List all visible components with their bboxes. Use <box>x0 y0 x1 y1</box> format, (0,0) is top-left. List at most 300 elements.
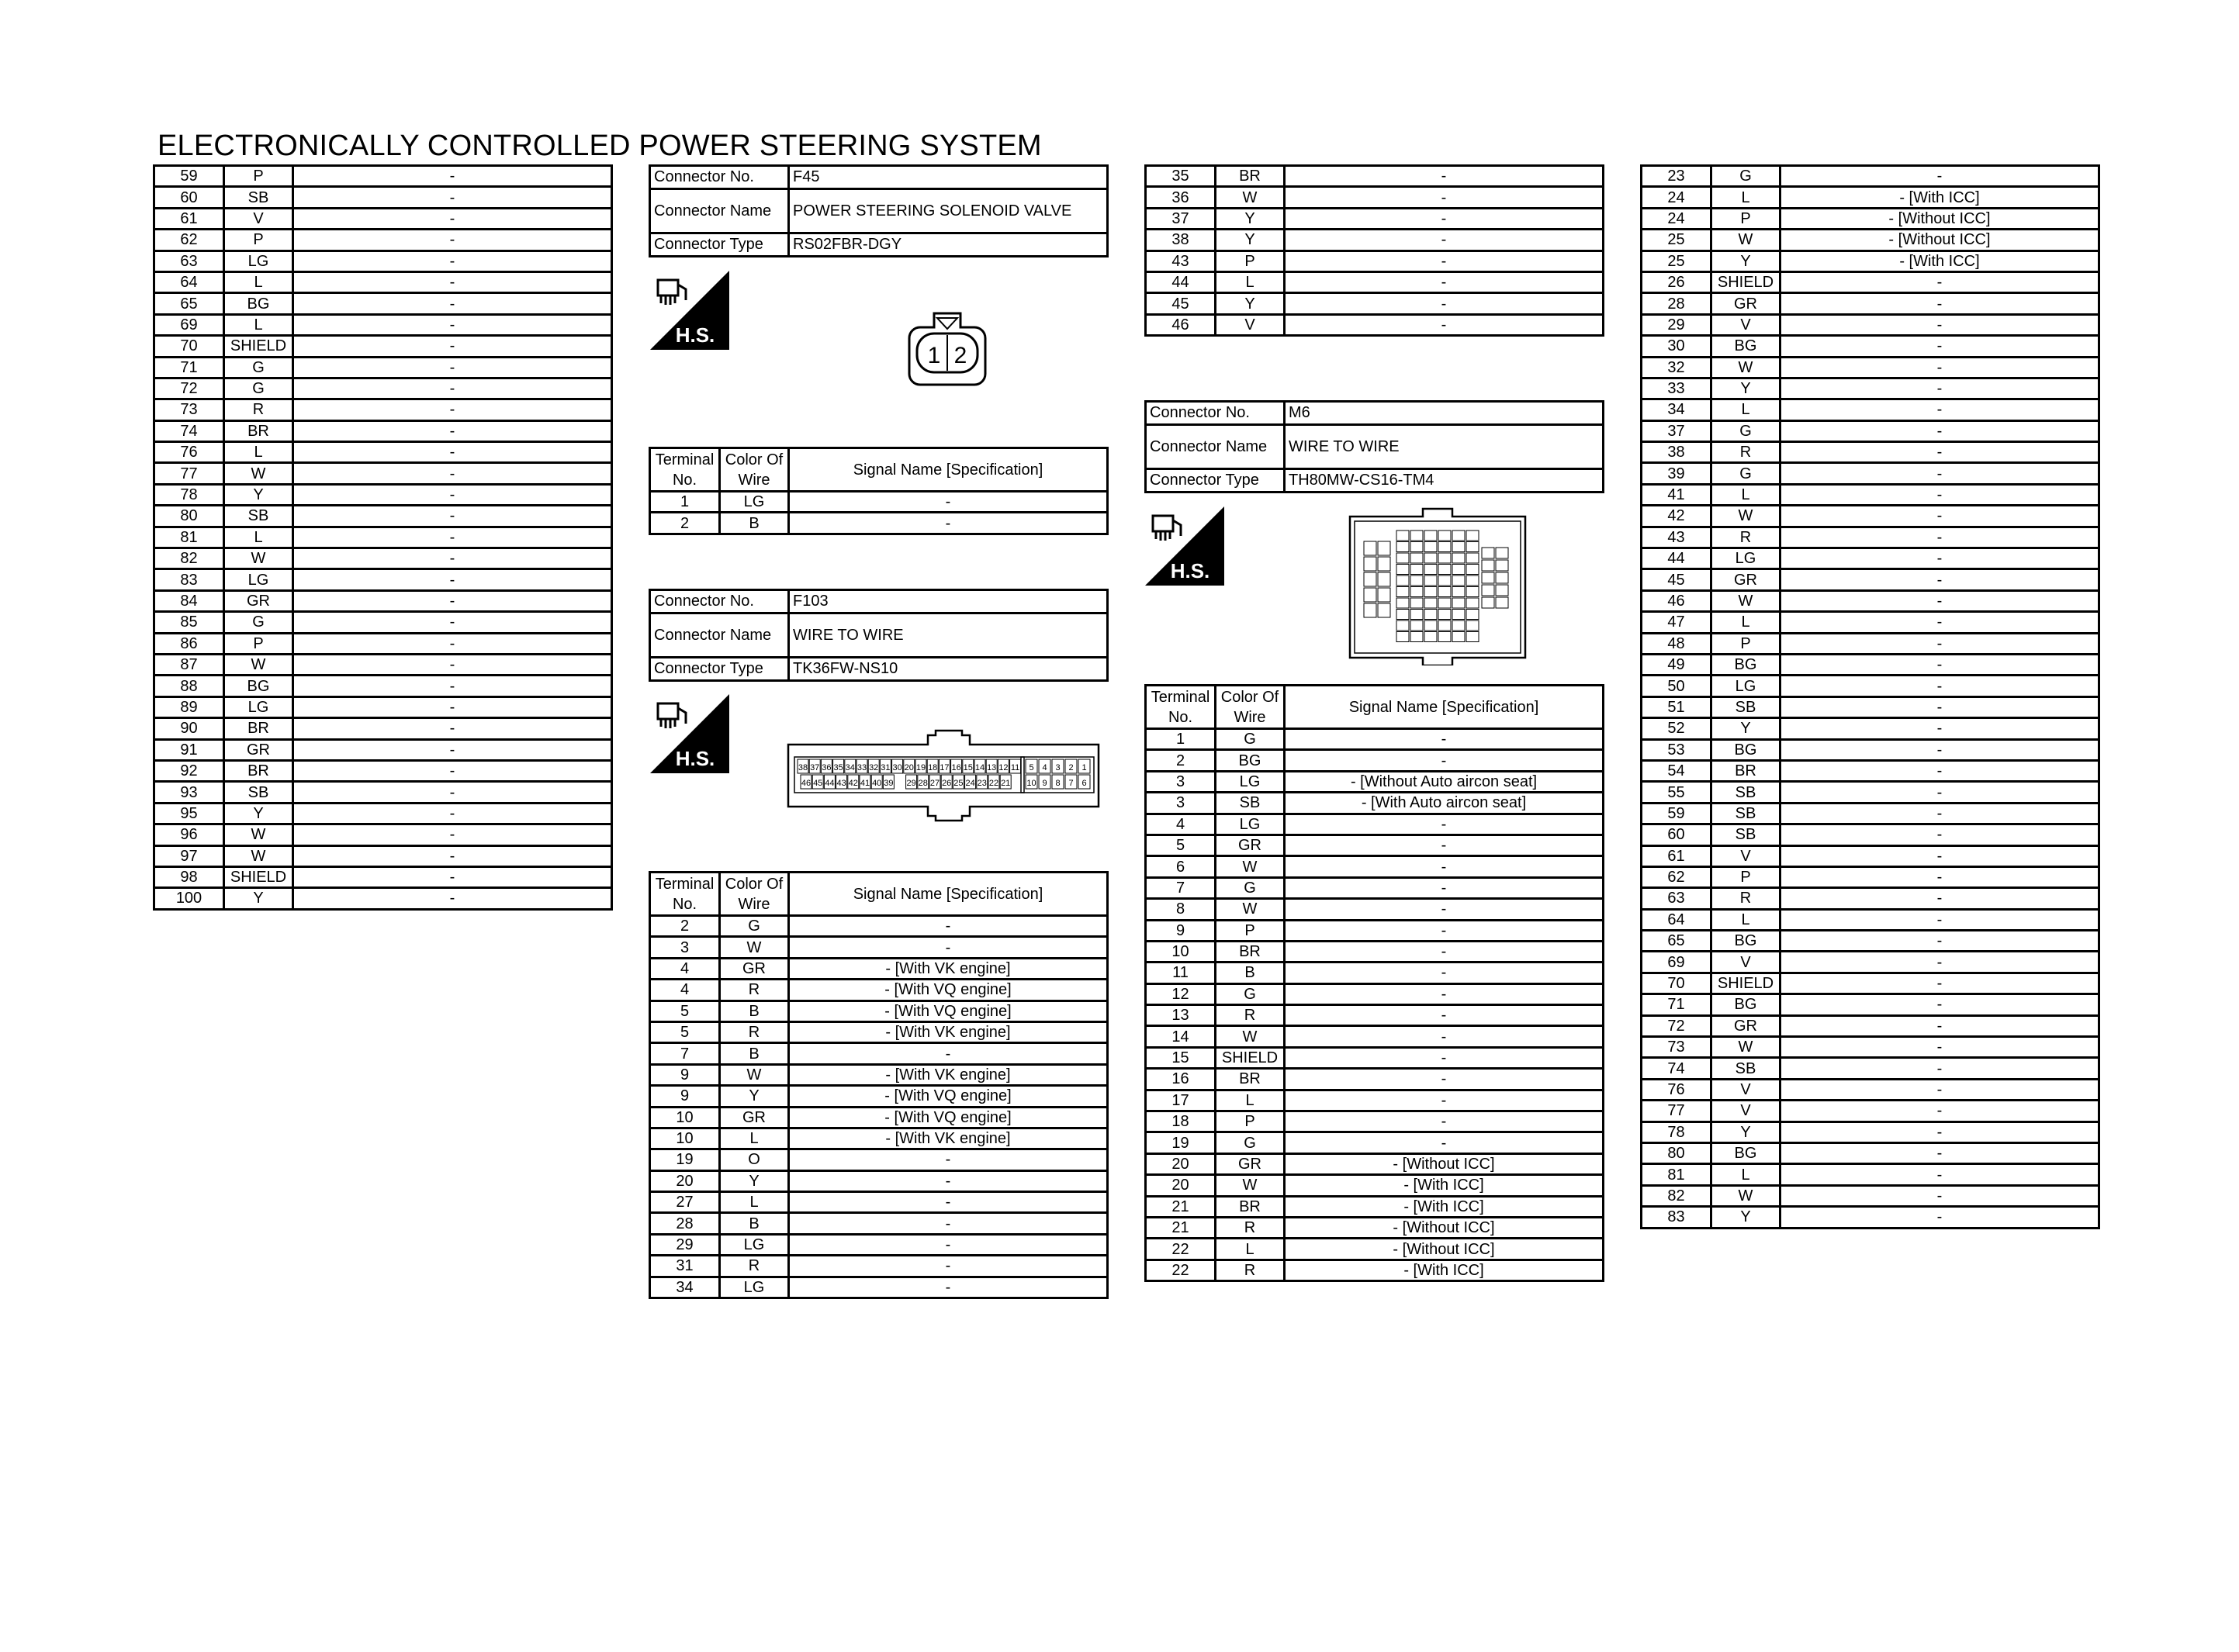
header-text: No. <box>672 471 697 489</box>
terminal-no-cell: 45 <box>1642 569 1711 590</box>
signal-name-cell: - <box>1285 1069 1604 1090</box>
pin-label: 7 <box>1068 779 1074 788</box>
terminal-no-cell: 20 <box>1146 1153 1216 1174</box>
terminal-no-cell: 5 <box>650 1001 720 1021</box>
signal-name-cell: - <box>1285 271 1604 292</box>
terminal-no-cell: 37 <box>1146 208 1216 229</box>
signal-name-cell: - <box>1285 856 1604 877</box>
table-row <box>154 420 612 441</box>
header-text: Wire <box>1234 708 1266 726</box>
terminal-no-cell: 78 <box>154 484 224 505</box>
table-row <box>1146 1175 1604 1196</box>
pin-label: 45 <box>813 779 823 788</box>
table-row <box>1146 729 1604 750</box>
terminal-no-cell: 20 <box>1146 1175 1216 1196</box>
terminal-no-cell: 34 <box>1642 399 1711 420</box>
pin-label: 26 <box>942 779 952 788</box>
terminal-no-cell: 24 <box>1642 208 1711 229</box>
table-row <box>1146 1005 1604 1026</box>
table-row <box>154 739 612 760</box>
wire-color-cell: R <box>1216 1005 1285 1026</box>
signal-name-cell: - <box>1285 208 1604 229</box>
wire-color-cell: W <box>1711 1037 1780 1058</box>
wire-color-cell: W <box>224 463 293 484</box>
table-row <box>1642 484 2099 505</box>
wire-color-cell: G <box>1216 877 1285 898</box>
wire-color-cell: LG <box>224 696 293 717</box>
signal-name-cell: - <box>1780 973 2099 994</box>
terminal-no-cell: 95 <box>154 803 224 824</box>
terminal-no-cell: 25 <box>1642 230 1711 251</box>
terminal-no-cell: 91 <box>154 739 224 760</box>
wire-color-cell: SHIELD <box>224 336 293 357</box>
table-row <box>650 1170 1108 1191</box>
table-row <box>1642 739 2099 760</box>
terminal-no-cell: 77 <box>154 463 224 484</box>
wire-color-cell: SB <box>1711 803 1780 824</box>
signal-name-cell: - <box>1285 230 1604 251</box>
terminal-no-cell: 72 <box>1642 1015 1711 1036</box>
signal-name-cell: - <box>293 888 612 909</box>
table-row <box>154 484 612 505</box>
terminal-no-cell: 18 <box>1146 1111 1216 1132</box>
signal-name-cell: - <box>1780 1142 2099 1163</box>
wire-color-cell: V <box>1216 314 1285 335</box>
table-row <box>1146 1111 1604 1132</box>
pin-label: 8 <box>1055 779 1061 788</box>
terminal-no-cell: 38 <box>1146 230 1216 251</box>
terminal-no-cell: 85 <box>154 612 224 633</box>
table-row <box>1642 1121 2099 1142</box>
signal-name-cell: - <box>1780 1015 2099 1036</box>
terminal-no-cell: 24 <box>1642 187 1711 208</box>
table-row <box>1642 230 2099 251</box>
table-row <box>1146 1196 1604 1217</box>
wire-color-cell: L <box>1711 1164 1780 1185</box>
pin-label: 1 <box>1081 763 1087 772</box>
signal-name-cell: - <box>1780 845 2099 866</box>
wire-color-cell: LG <box>224 251 293 271</box>
table-row <box>1146 793 1604 814</box>
header-terminal <box>1146 686 1216 729</box>
header-signal: Signal Name [Specification] <box>1285 686 1604 729</box>
terminal-no-cell: 83 <box>154 569 224 590</box>
table-row <box>1642 1101 2099 1121</box>
table-row <box>1642 271 2099 292</box>
terminal-no-cell: 2 <box>1146 750 1216 771</box>
table-row <box>1642 633 2099 654</box>
terminal-table-col4 <box>1640 164 2100 1229</box>
wire-color-cell: W <box>224 845 293 866</box>
wire-color-cell: P <box>224 230 293 251</box>
pin-label: 43 <box>836 779 846 788</box>
signal-name-cell: - <box>293 718 612 739</box>
header-text: Terminal <box>655 875 715 893</box>
signal-name-cell: - <box>1780 166 2099 187</box>
wire-color-cell: P <box>1216 920 1285 941</box>
connector-name-label: Connector Name <box>650 613 789 658</box>
terminal-table-m6 <box>1144 684 1604 1282</box>
signal-name-cell: - <box>293 845 612 866</box>
signal-name-cell: - <box>789 492 1108 513</box>
terminal-no-cell: 28 <box>650 1213 720 1234</box>
table-row <box>1642 931 2099 952</box>
signal-name-cell: - <box>1780 378 2099 399</box>
signal-name-cell: - <box>1285 941 1604 962</box>
terminal-no-cell: 50 <box>1642 676 1711 696</box>
connector-name-label: Connector Name <box>1146 425 1285 469</box>
wire-color-cell: L <box>224 271 293 292</box>
terminal-no-cell: 74 <box>154 420 224 441</box>
table-row <box>1146 963 1604 983</box>
signal-name-cell: - <box>1780 718 2099 739</box>
wire-color-cell: LG <box>1216 771 1285 792</box>
terminal-no-cell: 44 <box>1642 548 1711 569</box>
terminal-no-cell: 74 <box>1642 1058 1711 1079</box>
wire-color-cell: GR <box>720 958 789 979</box>
terminal-no-cell: 76 <box>1642 1079 1711 1100</box>
wire-color-cell: R <box>720 1256 789 1277</box>
wire-color-cell: LG <box>1216 814 1285 835</box>
table-row <box>154 336 612 357</box>
terminal-no-cell: 12 <box>1146 983 1216 1004</box>
wire-color-cell: G <box>1216 1132 1285 1153</box>
terminal-no-cell: 7 <box>1146 877 1216 898</box>
wire-color-cell: B <box>720 1001 789 1021</box>
signal-name-cell: - <box>1285 899 1604 920</box>
table-row <box>650 1107 1108 1128</box>
hs-label: H.S. <box>1170 559 1210 582</box>
terminal-no-cell: 41 <box>1642 484 1711 505</box>
signal-name-cell: - <box>1780 888 2099 909</box>
terminal-no-cell: 9 <box>1146 920 1216 941</box>
signal-name-cell: - <box>1285 814 1604 835</box>
terminal-no-cell: 43 <box>1146 251 1216 271</box>
signal-name-cell: - <box>293 654 612 675</box>
wire-color-cell: W <box>1216 187 1285 208</box>
wire-color-cell: SB <box>224 506 293 527</box>
wire-color-cell: BR <box>1216 166 1285 187</box>
signal-name-cell: - [Without ICC] <box>1780 230 2099 251</box>
connector-type-value: RS02FBR-DGY <box>789 233 1108 257</box>
connector-no-label: Connector No. <box>1146 402 1285 425</box>
signal-name-cell: - <box>293 357 612 378</box>
signal-name-cell: - <box>293 824 612 845</box>
terminal-no-cell: 17 <box>1146 1090 1216 1111</box>
terminal-no-cell: 32 <box>1642 357 1711 378</box>
signal-name-cell: - <box>1285 1111 1604 1132</box>
table-row <box>1146 251 1604 271</box>
signal-name-cell: - [Without ICC] <box>1285 1239 1604 1260</box>
wire-color-cell: B <box>720 513 789 534</box>
table-row <box>1642 909 2099 930</box>
table-row <box>650 1192 1108 1213</box>
wire-color-cell: R <box>1711 442 1780 463</box>
wire-color-cell: Y <box>1216 230 1285 251</box>
table-row <box>1146 814 1604 835</box>
terminal-no-cell: 4 <box>1146 814 1216 835</box>
table-row <box>1642 994 2099 1015</box>
wire-color-cell: Y <box>720 1086 789 1107</box>
table-row <box>1642 314 2099 335</box>
pin-label: 3 <box>1055 763 1061 772</box>
wire-color-cell: Y <box>224 803 293 824</box>
terminal-no-cell: 10 <box>650 1128 720 1149</box>
terminal-no-cell: 21 <box>1146 1196 1216 1217</box>
wire-color-cell: Y <box>224 484 293 505</box>
wire-color-cell: V <box>224 208 293 229</box>
terminal-no-cell: 10 <box>1146 941 1216 962</box>
wire-color-cell: L <box>720 1192 789 1213</box>
terminal-no-cell: 23 <box>1642 166 1711 187</box>
signal-name-cell: - <box>1780 442 2099 463</box>
terminal-no-cell: 71 <box>1642 994 1711 1015</box>
terminal-no-cell: 3 <box>1146 771 1216 792</box>
signal-name-cell: - <box>1285 983 1604 1004</box>
signal-name-cell: - <box>1285 166 1604 187</box>
wire-color-cell: SHIELD <box>1711 973 1780 994</box>
wire-color-cell: L <box>1711 484 1780 505</box>
wire-color-cell: P <box>1216 251 1285 271</box>
header-text: Color Of <box>725 875 784 893</box>
signal-name-cell: - <box>293 314 612 335</box>
signal-name-cell: - <box>1285 750 1604 771</box>
terminal-no-cell: 62 <box>154 230 224 251</box>
signal-name-cell: - <box>1285 314 1604 335</box>
pin-label: 10 <box>1026 779 1036 788</box>
wire-color-cell: P <box>224 166 293 187</box>
terminal-no-cell: 31 <box>650 1256 720 1277</box>
table-row <box>1146 271 1604 292</box>
terminal-no-cell: 87 <box>154 654 224 675</box>
table-row <box>1146 293 1604 314</box>
wire-color-cell: B <box>1216 963 1285 983</box>
terminal-no-cell: 46 <box>1146 314 1216 335</box>
signal-name-cell: - <box>1780 952 2099 973</box>
pin-label: 12 <box>998 763 1009 772</box>
wire-color-cell: LG <box>720 1277 789 1298</box>
terminal-no-cell: 38 <box>1642 442 1711 463</box>
table-row <box>154 718 612 739</box>
table-row <box>1146 920 1604 941</box>
signal-name-cell: - <box>1780 590 2099 611</box>
terminal-no-cell: 70 <box>1642 973 1711 994</box>
table-row <box>154 803 612 824</box>
wire-color-cell: BR <box>1216 1069 1285 1090</box>
signal-name-cell: - <box>1780 357 2099 378</box>
terminal-no-cell: 53 <box>1642 739 1711 760</box>
signal-name-cell: - <box>293 271 612 292</box>
signal-name-cell: - <box>1285 251 1604 271</box>
terminal-no-cell: 88 <box>154 676 224 696</box>
terminal-no-cell: 98 <box>154 866 224 887</box>
signal-name-cell: - [Without Auto aircon seat] <box>1285 771 1604 792</box>
terminal-no-cell: 81 <box>1642 1164 1711 1185</box>
wire-color-cell: GR <box>720 1107 789 1128</box>
pin-label: 32 <box>869 763 879 772</box>
table-row <box>1642 463 2099 484</box>
signal-name-cell: - [With Auto aircon seat] <box>1285 793 1604 814</box>
terminal-no-cell: 44 <box>1146 271 1216 292</box>
signal-name-cell: - <box>293 633 612 654</box>
pin-label: 15 <box>963 763 973 772</box>
table-row <box>1146 166 1604 187</box>
table-row <box>1642 590 2099 611</box>
signal-name-cell: - <box>1780 696 2099 717</box>
harness-side-icon <box>650 694 729 773</box>
terminal-no-cell: 63 <box>154 251 224 271</box>
header-text: Wire <box>738 895 770 913</box>
table-row <box>1642 676 2099 696</box>
table-row <box>154 824 612 845</box>
signal-name-cell: - <box>293 293 612 314</box>
signal-name-cell: - <box>789 916 1108 937</box>
pin-label: 33 <box>856 763 867 772</box>
pin-label: 16 <box>951 763 961 772</box>
signal-name-cell: - <box>1780 612 2099 633</box>
signal-name-cell: - <box>293 251 612 271</box>
harness-side-icon <box>650 271 729 350</box>
pin-label: 2 <box>1068 763 1074 772</box>
table-row <box>154 782 612 803</box>
terminal-no-cell: 80 <box>1642 1142 1711 1163</box>
pin-label: 28 <box>918 779 928 788</box>
table-row <box>154 590 612 611</box>
table-row <box>154 548 612 569</box>
wire-color-cell: BR <box>224 718 293 739</box>
table-row <box>1146 877 1604 898</box>
wire-color-cell: W <box>1711 506 1780 527</box>
pin-label: 1 <box>927 343 941 368</box>
pin-label: 27 <box>929 779 940 788</box>
table-row <box>1642 1207 2099 1228</box>
table-row <box>154 463 612 484</box>
wire-color-cell: BG <box>224 676 293 696</box>
table-row <box>1642 888 2099 909</box>
signal-name-cell: - <box>789 1170 1108 1191</box>
wire-color-cell: L <box>224 442 293 463</box>
wire-color-cell: G <box>720 916 789 937</box>
table-row <box>154 187 612 208</box>
terminal-no-cell: 48 <box>1642 633 1711 654</box>
signal-name-cell: - <box>293 442 612 463</box>
signal-name-cell: - <box>1780 336 2099 357</box>
pin-label: 29 <box>906 779 916 788</box>
wire-color-cell: L <box>224 527 293 548</box>
table-row <box>650 916 1108 937</box>
signal-name-cell: - <box>293 760 612 781</box>
wire-color-cell: LG <box>1711 548 1780 569</box>
signal-name-cell: - <box>1780 676 2099 696</box>
table-row <box>1642 1185 2099 1206</box>
signal-name-cell: - [With ICC] <box>1285 1260 1604 1280</box>
connector-info-f103 <box>649 589 1109 682</box>
signal-name-cell: - <box>1285 1047 1604 1068</box>
harness-side-icon <box>1145 506 1224 586</box>
signal-name-cell: - <box>1780 1164 2099 1185</box>
table-row <box>1642 654 2099 675</box>
table-row <box>154 633 612 654</box>
terminal-no-cell: 76 <box>154 442 224 463</box>
terminal-no-cell: 33 <box>1642 378 1711 399</box>
wire-color-cell: Y <box>1711 251 1780 271</box>
pin-label: 13 <box>987 763 997 772</box>
terminal-no-cell: 34 <box>650 1277 720 1298</box>
wire-color-cell: Y <box>1711 1121 1780 1142</box>
connector-name-value: WIRE TO WIRE <box>1285 425 1604 469</box>
wire-color-cell: Y <box>1216 208 1285 229</box>
wire-color-cell: R <box>224 399 293 420</box>
signal-name-cell: - <box>1780 1101 2099 1121</box>
terminal-no-cell: 90 <box>154 718 224 739</box>
terminal-no-cell: 100 <box>154 888 224 909</box>
connector-no-label: Connector No. <box>650 590 789 613</box>
terminal-table-col3-top <box>1144 164 1604 337</box>
table-row <box>154 166 612 187</box>
signal-name-cell: - <box>789 1149 1108 1170</box>
table-row <box>650 937 1108 958</box>
terminal-no-cell: 47 <box>1642 612 1711 633</box>
wire-color-cell: L <box>1216 271 1285 292</box>
wire-color-cell: L <box>1711 909 1780 930</box>
table-row <box>1642 824 2099 845</box>
wire-color-cell: Y <box>1711 1207 1780 1228</box>
wire-color-cell: L <box>224 314 293 335</box>
connector-type-label: Connector Type <box>650 233 789 257</box>
wire-color-cell: W <box>1216 856 1285 877</box>
table-row <box>1146 187 1604 208</box>
signal-name-cell: - <box>1780 271 2099 292</box>
table-row <box>154 251 612 271</box>
signal-name-cell: - <box>1780 1079 2099 1100</box>
wire-color-cell: G <box>1711 166 1780 187</box>
wire-color-cell: R <box>720 1021 789 1042</box>
wire-color-cell: SHIELD <box>224 866 293 887</box>
terminal-no-cell: 5 <box>1146 835 1216 855</box>
pin-label: 34 <box>845 763 855 772</box>
table-row <box>154 845 612 866</box>
terminal-no-cell: 10 <box>650 1107 720 1128</box>
signal-name-cell: - <box>1780 506 2099 527</box>
table-row <box>650 980 1108 1001</box>
connector-name-label: Connector Name <box>650 189 789 233</box>
connector-name-value: WIRE TO WIRE <box>789 613 1108 658</box>
terminal-no-cell: 69 <box>154 314 224 335</box>
terminal-no-cell: 84 <box>154 590 224 611</box>
terminal-no-cell: 29 <box>1642 314 1711 335</box>
table-row <box>650 1277 1108 1298</box>
table-row <box>1642 420 2099 441</box>
terminal-no-cell: 82 <box>1642 1185 1711 1206</box>
wire-color-cell: G <box>224 378 293 399</box>
table-row <box>1642 1058 2099 1079</box>
table-row <box>650 1064 1108 1085</box>
signal-name-cell: - <box>293 399 612 420</box>
wire-color-cell: V <box>1711 952 1780 973</box>
wire-color-cell: BG <box>1216 750 1285 771</box>
terminal-no-cell: 2 <box>650 513 720 534</box>
table-row <box>154 271 612 292</box>
signal-name-cell: - <box>1780 866 2099 887</box>
terminal-no-cell: 19 <box>1146 1132 1216 1153</box>
terminal-no-cell: 27 <box>650 1192 720 1213</box>
terminal-no-cell: 43 <box>1642 527 1711 548</box>
wire-color-cell: LG <box>720 492 789 513</box>
wire-color-cell: BR <box>1216 1196 1285 1217</box>
terminal-no-cell: 96 <box>154 824 224 845</box>
signal-name-cell: - <box>1780 803 2099 824</box>
header-color <box>720 873 789 916</box>
